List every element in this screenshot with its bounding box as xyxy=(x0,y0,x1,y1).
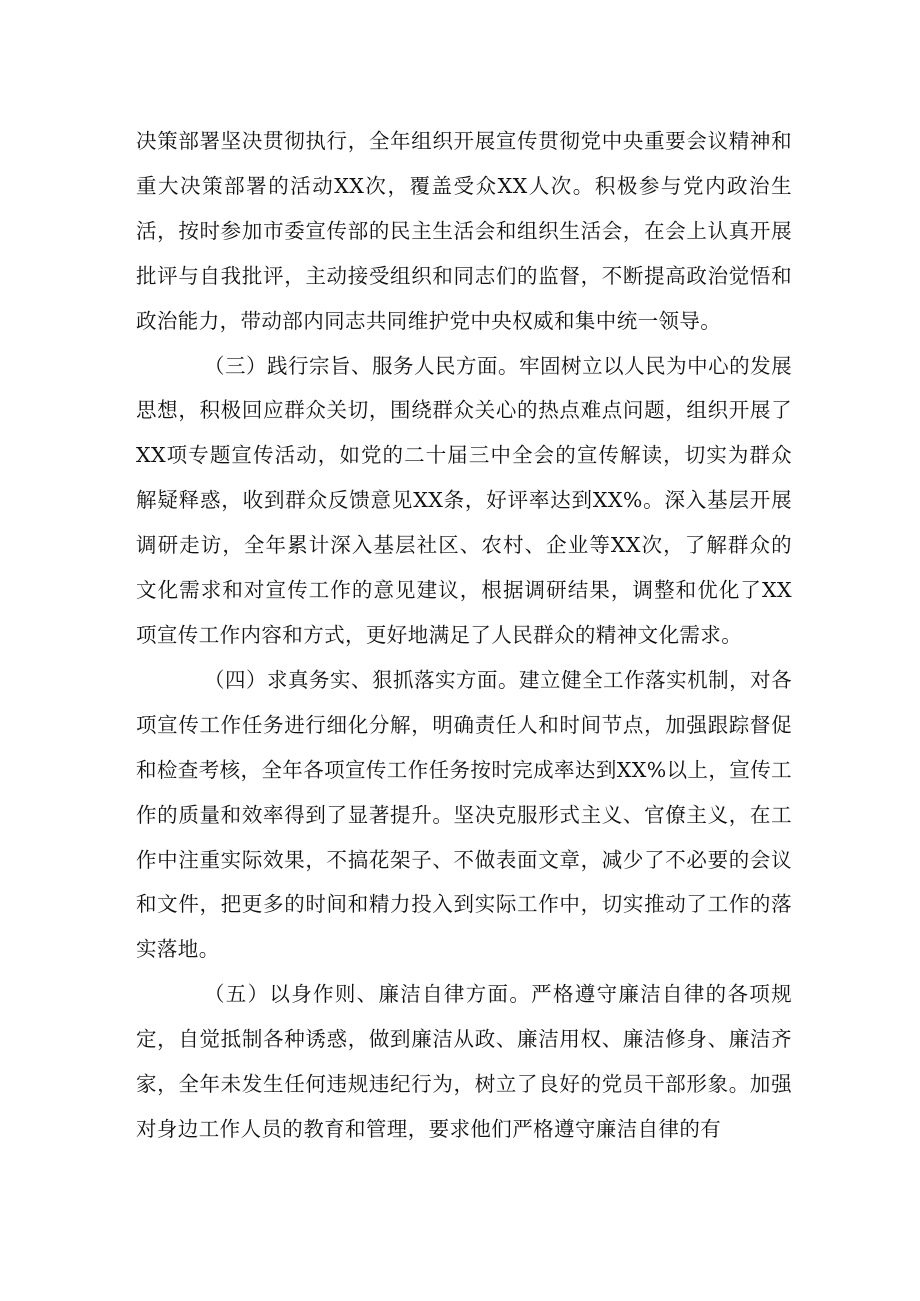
paragraph-section-3: （三）践行宗旨、服务人民方面。牢固树立以人民为中心的发展思想，积极回应群众关切，围绕群众关心的热点难点问题，组织开展了XX项专题宣传活动，如党的二十届三中全会的宣传解读，切实为群众解疑释惑，收到群众反馈意见XX条，好评率达到XX%。深入基层开展调研走访，全年累计深入基层社区、农村、企业等XX次，了解群众的文化需求和对宣传工作的意见建议，根据调研结果，调整和优化了XX项宣传工作内容和方式，更好地满足了人民群众的精神文化需求。 xyxy=(136,353,792,647)
paragraph-section-5: （五）以身作则、廉洁自律方面。严格遵守廉洁自律的各项规定，自觉抵制各种诱惑，做到廉洁从政、廉洁用权、廉洁修身、廉洁齐家，全年未发生任何违规违纪行为，树立了良好的党员干部形象。加强对身边工作人员的教育和管理，要求他们严格遵守廉洁自律的有 xyxy=(136,982,792,1141)
paragraph-section-4: （四）求真务实、狠抓落实方面。建立健全工作落实机制，对各项宣传工作任务进行细化分解，明确责任人和时间节点，加强跟踪督促和检查考核，全年各项宣传工作任务按时完成率达到XX%以上，宣传工作的质量和效率得到了显著提升。坚决克服形式主义、官僚主义，在工作中注重实际效果，不搞花架子、不做表面文章，减少了不必要的会议和文件，把更多的时间和精力投入到实际工作中，切实推动了工作的落实落地。 xyxy=(136,667,792,962)
paragraph-continuation: 决策部署坚决贯彻执行，全年组织开展宣传贯彻党中央重要会议精神和重大决策部署的活动XX次，覆盖受众XX人次。积极参与党内政治生活，按时参加市委宣传部的民主生活会和组织生活会，在会上认真开展批评与自我批评，主动接受组织和同志们的监督，不断提高政治觉悟和政治能力，带动部内同志共同维护党中央权威和集中统一领导。 xyxy=(136,129,792,333)
document-body xyxy=(136,119,792,1152)
